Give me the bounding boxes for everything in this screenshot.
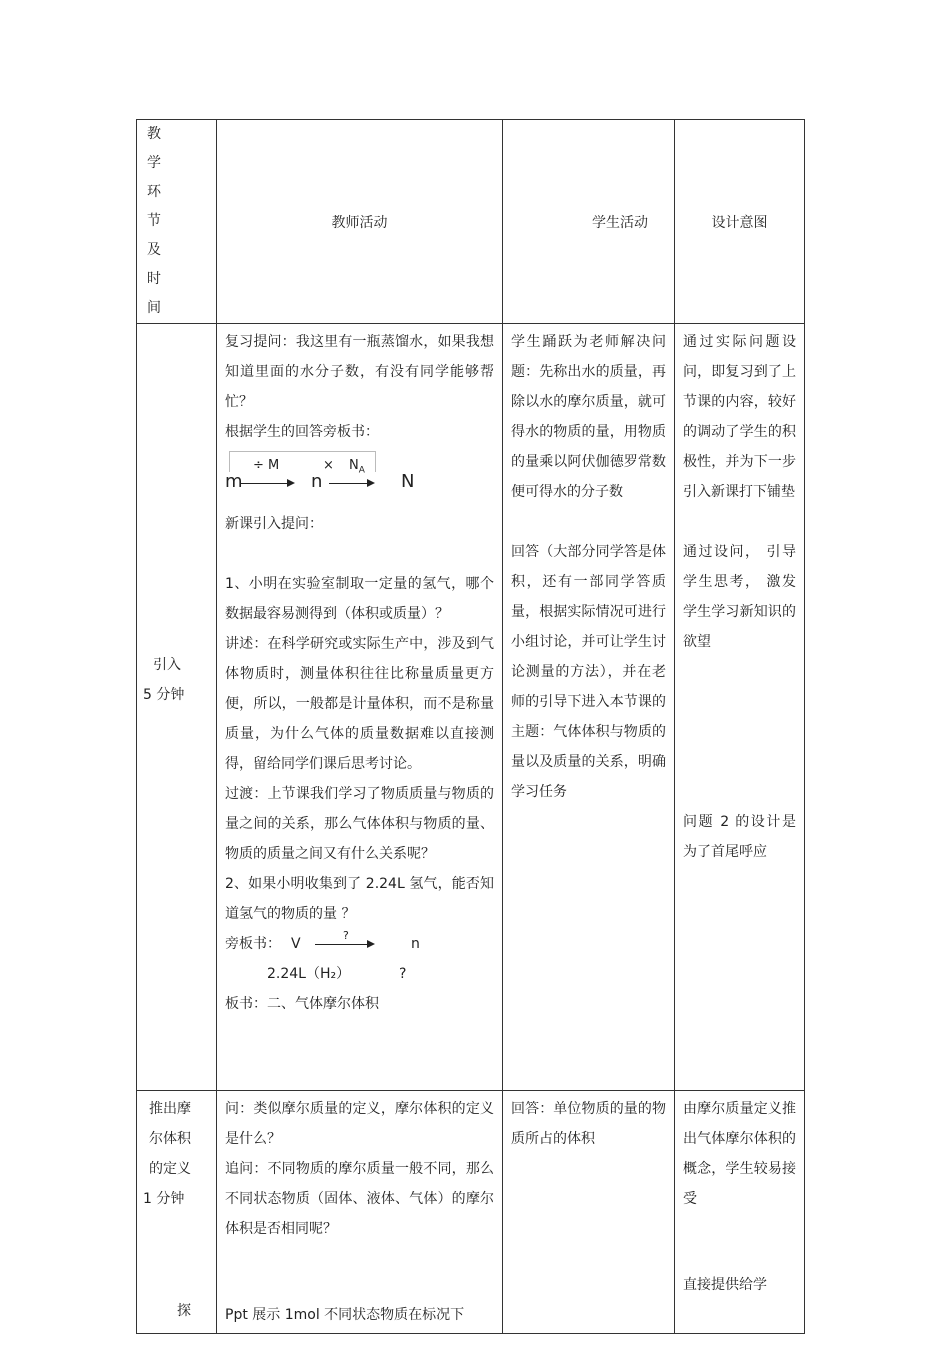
times-label: ×: [323, 458, 334, 473]
design-intent-3: 问题 2 的设计是为了首尾呼应: [683, 814, 796, 860]
stage-time: 5 分钟: [143, 687, 185, 703]
header-student: 学生活动: [503, 120, 675, 324]
student-activity-intro: [503, 324, 674, 810]
student-cell-intro: [503, 324, 675, 1091]
stage-line: 1 分钟: [143, 1191, 185, 1207]
student-answer-2: 回答（大部分同学答是体积，还有一部同学答质量，根据实际情况可进行小组讨论，并可让学生讨论测量的方法），并在老师的引导下进入本节课的主题：气体体积与物质的量以及质量的关系，明确学习任务: [511, 544, 666, 800]
stage-line: 推出摩: [149, 1101, 191, 1117]
teacher-transition: 过渡：上节课我们学习了物质质量与物质的量之间的关系，那么气体体积与物质的量、物质的质量之间又有什么关系呢？: [225, 786, 494, 862]
teacher-cell-intro: [217, 324, 503, 1091]
teacher-activity-molar: [217, 1091, 502, 1333]
student-activity-molar: [503, 1091, 674, 1157]
avogadro-label: $N_A$: [349, 458, 365, 476]
stage-cell-molar: [137, 1091, 217, 1334]
design-intent-2: 通过设问， 引导学生思考， 激发学生学习新知识的欲望: [683, 544, 796, 650]
stage-line: 尔体积: [149, 1131, 191, 1147]
particle-number-symbol: N: [401, 471, 415, 492]
stage-intro: [137, 324, 216, 710]
design-cell-intro: [675, 324, 805, 1091]
teacher-board-title: 板书：二、气体摩尔体积: [225, 996, 379, 1012]
stage-molar: [137, 1091, 216, 1326]
stage-name: 引入: [153, 657, 181, 673]
stage-next: 探: [177, 1303, 191, 1319]
mole-symbol: n: [311, 471, 323, 492]
volume-diagram: [225, 929, 494, 989]
lesson-plan-table: [136, 119, 805, 1334]
design-intent-molar: [675, 1091, 804, 1303]
stage-line: 的定义: [149, 1161, 191, 1177]
teacher-board-note: 根据学生的回答旁板书：: [225, 424, 379, 440]
arrow-icon: [329, 483, 373, 484]
header-design: 设计意图: [675, 120, 805, 324]
teacher-activity-intro: [217, 324, 502, 1022]
stage-cell-intro: [137, 324, 217, 1091]
design-molar-intent-2: 直接提供给学: [683, 1277, 767, 1293]
teacher-review-question: 复习提问：我这里有一瓶蒸馏水，如果我想知道里面的水分子数，有没有同学能够帮忙？: [225, 334, 494, 410]
header-teacher: 教师活动: [217, 120, 503, 324]
volume-symbol: V: [291, 936, 301, 952]
student-cell-molar: [503, 1091, 675, 1334]
teacher-narration: 讲述：在科学研究或实际生产中，涉及到气体物质时，测量体积往往比称量质量更方便，所以，一般都是计量体积，而不是称量质量，为什么气体的质量数据难以直接测得，留给同学们课后思考讨论。: [225, 636, 494, 772]
table-row: [137, 1091, 805, 1334]
teacher-ppt-display: Ppt 展示 1mol 不同状态物质在标况下: [225, 1307, 465, 1323]
design-intent-1: 通过实际问题设问，即复习到了上节课的内容，较好的调动了学生的积极性，并为下一步引入新课打下铺垫: [683, 334, 796, 500]
teacher-question-2: 2、如果小明收集到了 2.24L 氢气，能否知道氢气的物质的量 ？: [225, 876, 494, 922]
header-stage: 教 学 环 节 及 时 间: [147, 126, 172, 316]
arrow-icon: [241, 483, 293, 484]
teacher-new-lesson-question: 新课引入提问：: [225, 516, 323, 532]
header-stage-cell: [137, 120, 217, 324]
design-cell-molar: [675, 1091, 805, 1334]
volume-value: 2.24L（H₂）: [267, 966, 351, 982]
teacher-follow-up: 追问：不同物质的摩尔质量一般不同，那么不同状态物质（固体、液体、气体）的摩尔体积是否相同呢？: [225, 1161, 494, 1237]
design-intent-intro: [675, 324, 804, 870]
unknown-label: ?: [343, 929, 349, 942]
student-molar-answer: 回答：单位物质的量的物质所占的体积: [511, 1101, 666, 1147]
teacher-cell-molar: [217, 1091, 503, 1334]
teacher-question-1: 1、小明在实验室制取一定量的氢气，哪个数据最容易测得到（体积或质量）？: [225, 576, 494, 622]
mass-symbol: m: [225, 471, 243, 492]
side-board-label: 旁板书：: [225, 936, 281, 952]
arrow-icon: [315, 944, 373, 945]
conversion-diagram: [225, 449, 494, 505]
table-row: [137, 324, 805, 1091]
unknown-value: ?: [399, 966, 407, 982]
table-header-row: [137, 120, 805, 324]
student-answer-1: 学生踊跃为老师解决问题：先称出水的质量，再除以水的摩尔质量，就可得水的物质的量，用物质的量乘以阿伏伽德罗常数便可得水的分子数: [511, 334, 666, 500]
mole-symbol-2: n: [411, 936, 420, 952]
design-molar-intent: 由摩尔质量定义推出气体摩尔体积的概念，学生较易接受: [683, 1101, 796, 1207]
teacher-molar-question: 问：类似摩尔质量的定义，摩尔体积的定义是什么？: [225, 1101, 494, 1147]
divide-m-label: ÷ M: [253, 458, 280, 473]
